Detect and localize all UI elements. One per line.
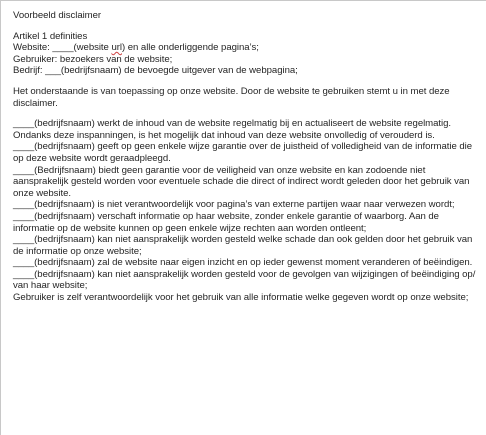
clause-6: ____(bedrijfsnaam) kan niet aansprakelijk worden gesteld welke schade dan ook gelden door het gebruik van de informatie op onze website; <box>13 234 473 257</box>
definition-gebruiker: Gebruiker: bezoekers van de website; <box>13 53 173 65</box>
clause-4: ____(bedrijfsnaam) is niet verantwoordelijk voor pagina’s van externe partijen waar naar verwezen wordt; <box>13 199 455 211</box>
clause-1: ____(bedrijfsnaam) werkt de inhoud van de website regelmatig bij en actualiseert de website regelmatig. Ondanks deze inspanningen, is het mogelijk dat inhoud van deze website onvolledig of verouderd is. <box>13 118 452 141</box>
clause-7: ____(bedrijfsnaam) zal de website naar eigen inzicht en op ieder gewenst moment veranderen of beëindigen. ____(bedrijfsnaam) kan niet aansprakelijk worden gesteld voor de gevolgen van wijzigingen of beëindiging op/ van haar website; <box>13 257 476 292</box>
intro-paragraph: Het onderstaande is van toepassing op onze website. Door de website te gebruiken stemt u in met deze disclaimer. <box>13 85 450 109</box>
spacer <box>13 109 481 118</box>
definition-bedrijf: Bedrijf: ___(bedrijfsnaam) de bevoegde uitgever van de webpagina; <box>13 65 298 77</box>
definition-website-suffix: ) en alle onderliggende pagina’s; <box>121 42 259 54</box>
definition-website-prefix: Website: ____(website <box>13 42 112 54</box>
definition-website-url: url <box>111 42 122 54</box>
definition-website <box>13 42 481 54</box>
document-title: Voorbeeld disclaimer <box>13 10 102 21</box>
spacer <box>13 22 481 31</box>
clause-3: ____(Bedrijfsnaam) biedt geen garantie voor de veiligheid van onze website en kan zodoende niet aansprakelijk gesteld worden voor eventuele schade die direct of indirect wordt geleden door het gebruik van onze website. <box>13 164 470 199</box>
clause-2: ____(bedrijfsnaam) geeft op geen enkele wijze garantie over de juistheid of volledigheid van de informatie die op deze website wordt geraadpleegd. <box>13 141 473 164</box>
clause-5: ____(bedrijfsnaam) verschaft informatie op haar website, zonder enkele garantie of waarborg. Aan de informatie op de website kunnen op geen enkele wijze rechten aan worden ontleent; <box>13 210 439 234</box>
spacer <box>13 77 481 86</box>
clause-8: Gebruiker is zelf verantwoordelijk voor het gebruik van alle informatie welke gegeven wordt op onze website; <box>13 292 469 304</box>
document-body <box>13 10 481 304</box>
article-heading: Artikel 1 definities <box>13 30 88 42</box>
